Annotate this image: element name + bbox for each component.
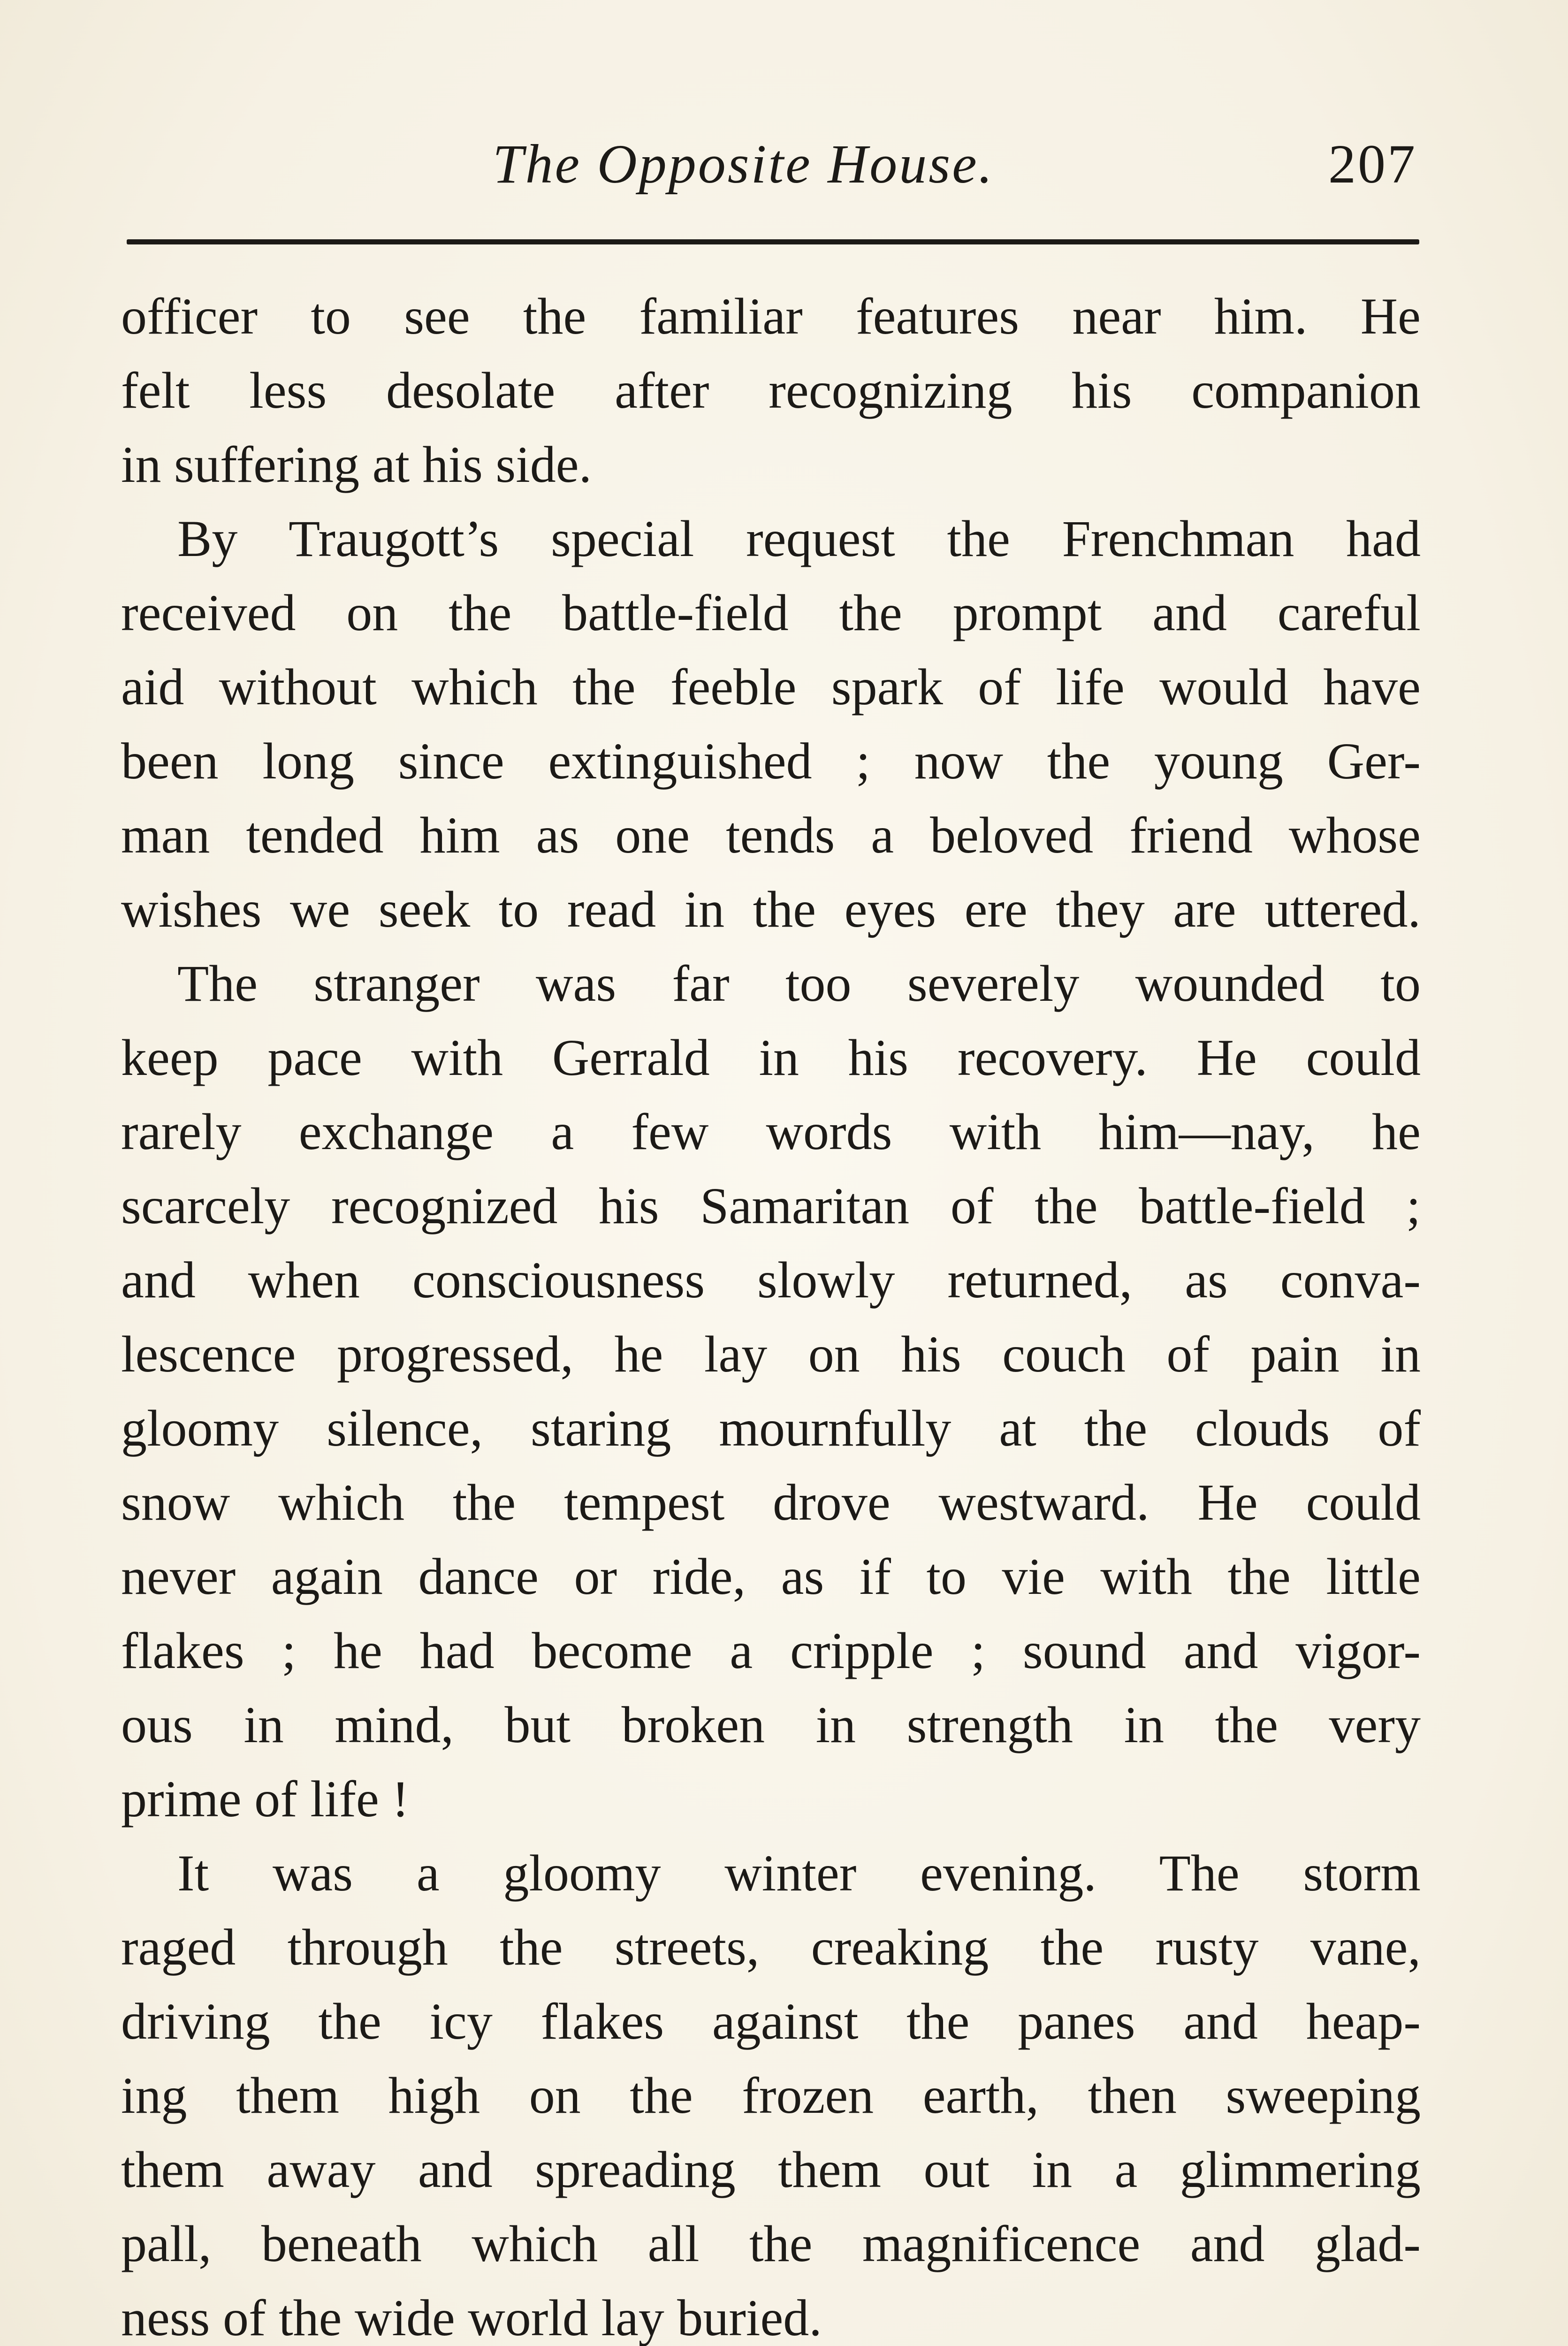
text-line: never again dance or ride, as if to vie with the little	[121, 1548, 1421, 1605]
text-line: flakes ; he had become a cripple ; sound and vigor-	[121, 1622, 1421, 1679]
body-text	[121, 279, 1421, 2346]
text-line: By Traugott’s special request the Frenchman had	[177, 510, 1421, 567]
text-line: prime of life !	[121, 1770, 409, 1828]
text-line: pall, beneath which all the magnificence and glad-	[121, 2215, 1421, 2272]
text-line: rarely exchange a few words with him—nay, he	[121, 1103, 1421, 1160]
running-head	[122, 127, 1417, 202]
text-line: in suffering at his side.	[121, 436, 592, 493]
text-line: ous in mind, but broken in strength in the very	[121, 1696, 1421, 1753]
text-line: It was a gloomy winter evening. The storm	[177, 1844, 1421, 1902]
text-line: aid without which the feeble spark of life would have	[121, 658, 1421, 716]
text-line: officer to see the familiar features near him. He	[121, 288, 1421, 345]
text-line: driving the icy flakes against the panes and heap-	[121, 1993, 1421, 2050]
text-line: scarcely recognized his Samaritan of the battle-field ;	[121, 1177, 1421, 1234]
text-line: lescence progressed, he lay on his couch of pain in	[121, 1325, 1421, 1383]
text-line: gloomy silence, staring mournfully at the clouds of	[121, 1400, 1421, 1457]
text-line: been long since extinguished ; now the young Ger-	[121, 732, 1421, 790]
running-title: The Opposite House.	[493, 133, 995, 195]
text-line: them away and spreading them out in a glimmering	[121, 2141, 1421, 2198]
text-line: snow which the tempest drove westward. He could	[121, 1474, 1421, 1531]
header-rule	[127, 239, 1419, 244]
page-number: 207	[1328, 133, 1417, 195]
text-line: raged through the streets, creaking the rusty vane,	[121, 1919, 1421, 1976]
text-line: felt less desolate after recognizing his companion	[121, 362, 1421, 419]
text-line: wishes we seek to read in the eyes ere they are uttered.	[121, 881, 1421, 938]
text-line: The stranger was far too severely wounded to	[177, 955, 1421, 1012]
text-line: man tended him as one tends a beloved friend whose	[121, 807, 1421, 864]
text-line: received on the battle-field the prompt and careful	[121, 584, 1421, 641]
text-line: ness of the wide world lay buried.	[121, 2289, 822, 2346]
text-line: keep pace with Gerrald in his recovery. He could	[121, 1029, 1421, 1086]
text-line: and when consciousness slowly returned, as conva-	[121, 1251, 1421, 1309]
text-line: ing them high on the frozen earth, then sweeping	[121, 2067, 1421, 2124]
